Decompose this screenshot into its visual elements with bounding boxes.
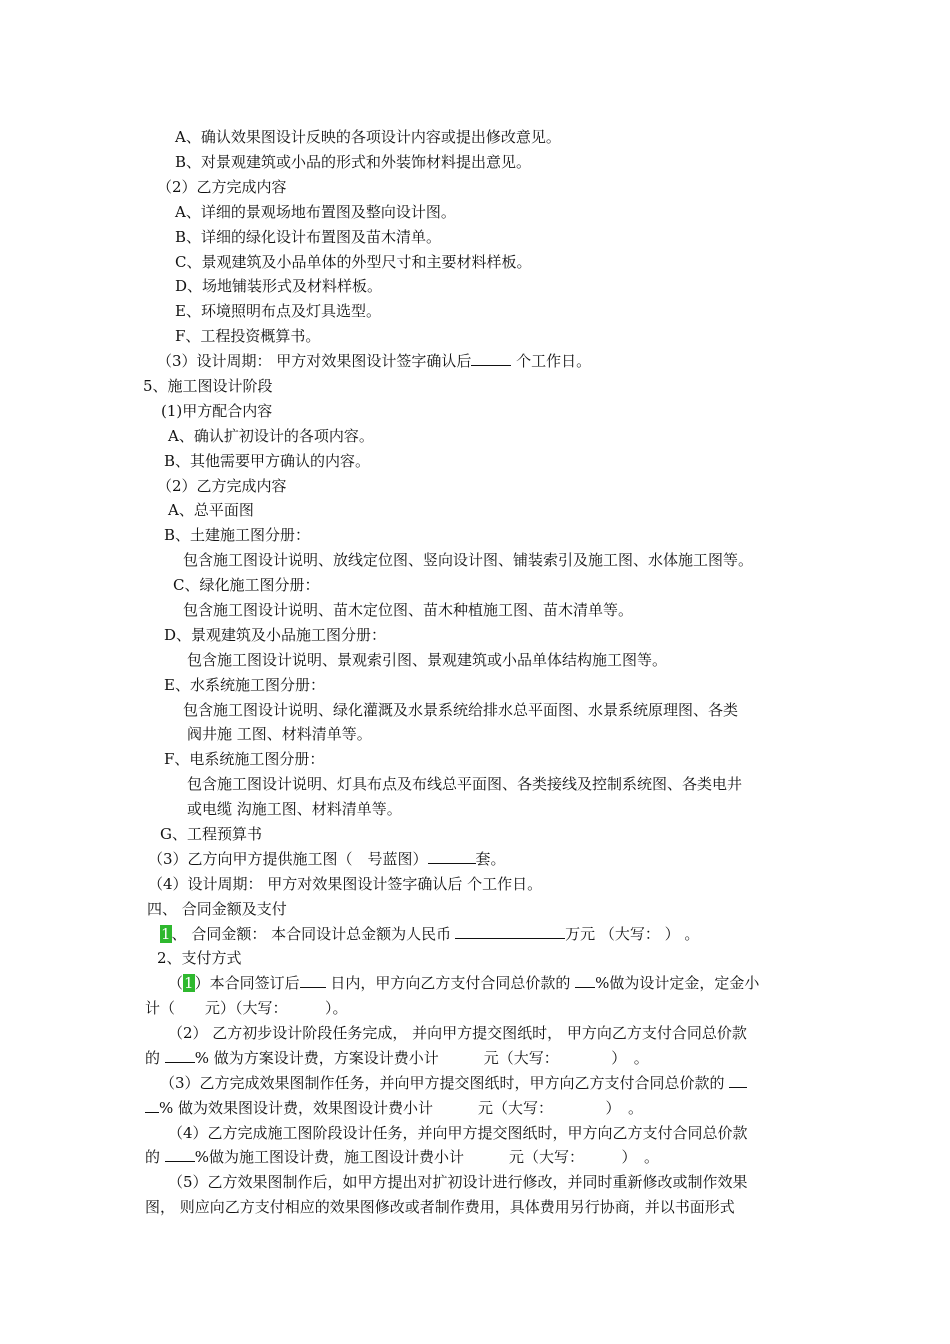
text-line: 包含施工图设计说明、景观索引图、景观建筑或小品单体结构施工图等。 — [187, 651, 668, 669]
text-segment: （ — [168, 974, 184, 992]
blank-underline — [165, 1147, 195, 1162]
text-segment: （3）乙方完成效果图制作任务，并向甲方提交图纸时，甲方向乙方支付合同总价款的 — [160, 1074, 730, 1092]
text-line: 包含施工图设计说明、灯具布点及布线总平面图、各类接线及控制系统图、各类电井 — [187, 775, 743, 793]
text-segment: （3）设计周期： 甲方对效果图设计签字确认后 — [157, 352, 472, 370]
blank-underline — [428, 849, 476, 864]
text-line: 计（ 元）（大写： ）。 — [145, 999, 348, 1017]
text-line: （4）乙方完成施工图阶段设计任务，并向甲方提交图纸时，甲方向乙方支付合同总价款 — [168, 1124, 748, 1142]
text-line: 阀井施 工图、材料清单等。 — [187, 725, 372, 743]
text-segment: 、 合同金额： 本合同设计总金额为人民币 — [171, 925, 452, 943]
text-line: 或电缆 沟施工图、材料清单等。 — [187, 800, 402, 818]
text-line: F、工程投资概算书。 — [175, 327, 321, 345]
text-line: G、工程预算书 — [160, 825, 262, 843]
text-line: （4）设计周期： 甲方对效果图设计签字确认后 个工作日。 — [148, 875, 543, 893]
section-heading: 四、 合同金额及支付 — [147, 900, 287, 918]
text-segment: 的 — [145, 1049, 165, 1067]
text-line: A、确认效果图设计反映的各项设计内容或提出修改意见。 — [175, 128, 561, 146]
text-line — [157, 351, 591, 371]
text-line: （2）乙方完成内容 — [157, 178, 287, 196]
text-line — [148, 849, 506, 869]
text-segment: 日内，甲方向乙方支付合同总价款的 — [325, 974, 576, 992]
text-segment: ）本合同签订后 — [194, 974, 300, 992]
text-segment: %做为施工图设计费，施工图设计费小计 元（大写： ） 。 — [194, 1148, 660, 1166]
text-line: 图， 则应向乙方支付相应的效果图修改或者制作费用，具体费用另行协商，并以书面形式 — [145, 1198, 735, 1216]
text-line — [168, 973, 759, 993]
text-line: 2、支付方式 — [157, 949, 242, 967]
blank-underline — [165, 1048, 195, 1063]
text-line: E、水系统施工图分册： — [164, 676, 325, 694]
text-segment: % 做为方案设计费，方案设计费小计 元（大写： ） 。 — [194, 1049, 649, 1067]
text-line: （5）乙方效果图制作后，如甲方提出对扩初设计进行修改，并同时重新修改或制作效果 — [168, 1173, 748, 1191]
text-segment: 的 — [145, 1148, 165, 1166]
text-line: B、详细的绿化设计布置图及苗木清单。 — [175, 228, 442, 246]
text-line: F、电系统施工图分册： — [164, 750, 325, 768]
text-segment: （3）乙方向甲方提供施工图（ 号蓝图） — [148, 850, 428, 868]
text-line — [145, 1098, 643, 1118]
text-line: D、场地铺装形式及材料样板。 — [175, 277, 383, 295]
text-line: B、对景观建筑或小品的形式和外装饰材料提出意见。 — [175, 153, 532, 171]
text-line: B、土建施工图分册： — [164, 526, 311, 544]
text-line: A、确认扩初设计的各项内容。 — [168, 427, 374, 445]
text-line: A、总平面图 — [168, 501, 254, 519]
text-line: 包含施工图设计说明、放线定位图、竖向设计图、铺装索引及施工图、水体施工图等。 — [183, 551, 754, 569]
blank-underline — [300, 973, 326, 988]
text-line: （2） 乙方初步设计阶段任务完成， 并向甲方提交图纸时， 甲方向乙方支付合同总价款 — [168, 1024, 747, 1042]
text-segment: 万元 （大写： ） 。 — [565, 925, 700, 943]
text-line: (1)甲方配合内容 — [161, 402, 273, 420]
text-line — [160, 1073, 747, 1093]
text-line: A、详细的景观场地布置图及整向设计图。 — [175, 203, 456, 221]
text-line: （2）乙方完成内容 — [157, 477, 287, 495]
text-line: B、其他需要甲方确认的内容。 — [164, 452, 371, 470]
blank-underline — [575, 973, 595, 988]
text-line: D、景观建筑及小品施工图分册： — [164, 626, 387, 644]
text-line — [160, 924, 699, 944]
text-segment: 套。 — [475, 850, 506, 868]
text-segment: 个工作日。 — [511, 352, 592, 370]
text-line — [145, 1147, 659, 1167]
text-line: 包含施工图设计说明、绿化灌溉及水景系统给排水总平面图、水景系统原理图、各类 — [183, 701, 739, 719]
blank-underline — [145, 1098, 159, 1113]
blank-underline — [455, 924, 565, 939]
text-line: 包含施工图设计说明、苗木定位图、苗木种植施工图、苗木清单等。 — [183, 601, 634, 619]
section-heading: 5、施工图设计阶段 — [143, 377, 273, 395]
text-line: E、环境照明布点及灯具选型。 — [175, 302, 381, 320]
text-line — [145, 1048, 649, 1068]
text-line: C、绿化施工图分册： — [173, 576, 320, 594]
text-line: C、景观建筑及小品单体的外型尺寸和主要材料样板。 — [175, 253, 532, 271]
text-segment: %做为设计定金，定金小 — [595, 974, 760, 992]
blank-underline — [729, 1073, 747, 1088]
text-segment: % 做为效果图设计费，效果图设计费小计 元（大写： ） 。 — [159, 1099, 644, 1117]
blank-underline — [471, 351, 511, 366]
highlighted-number: 1 — [161, 925, 171, 943]
highlighted-number: 1 — [184, 974, 194, 992]
